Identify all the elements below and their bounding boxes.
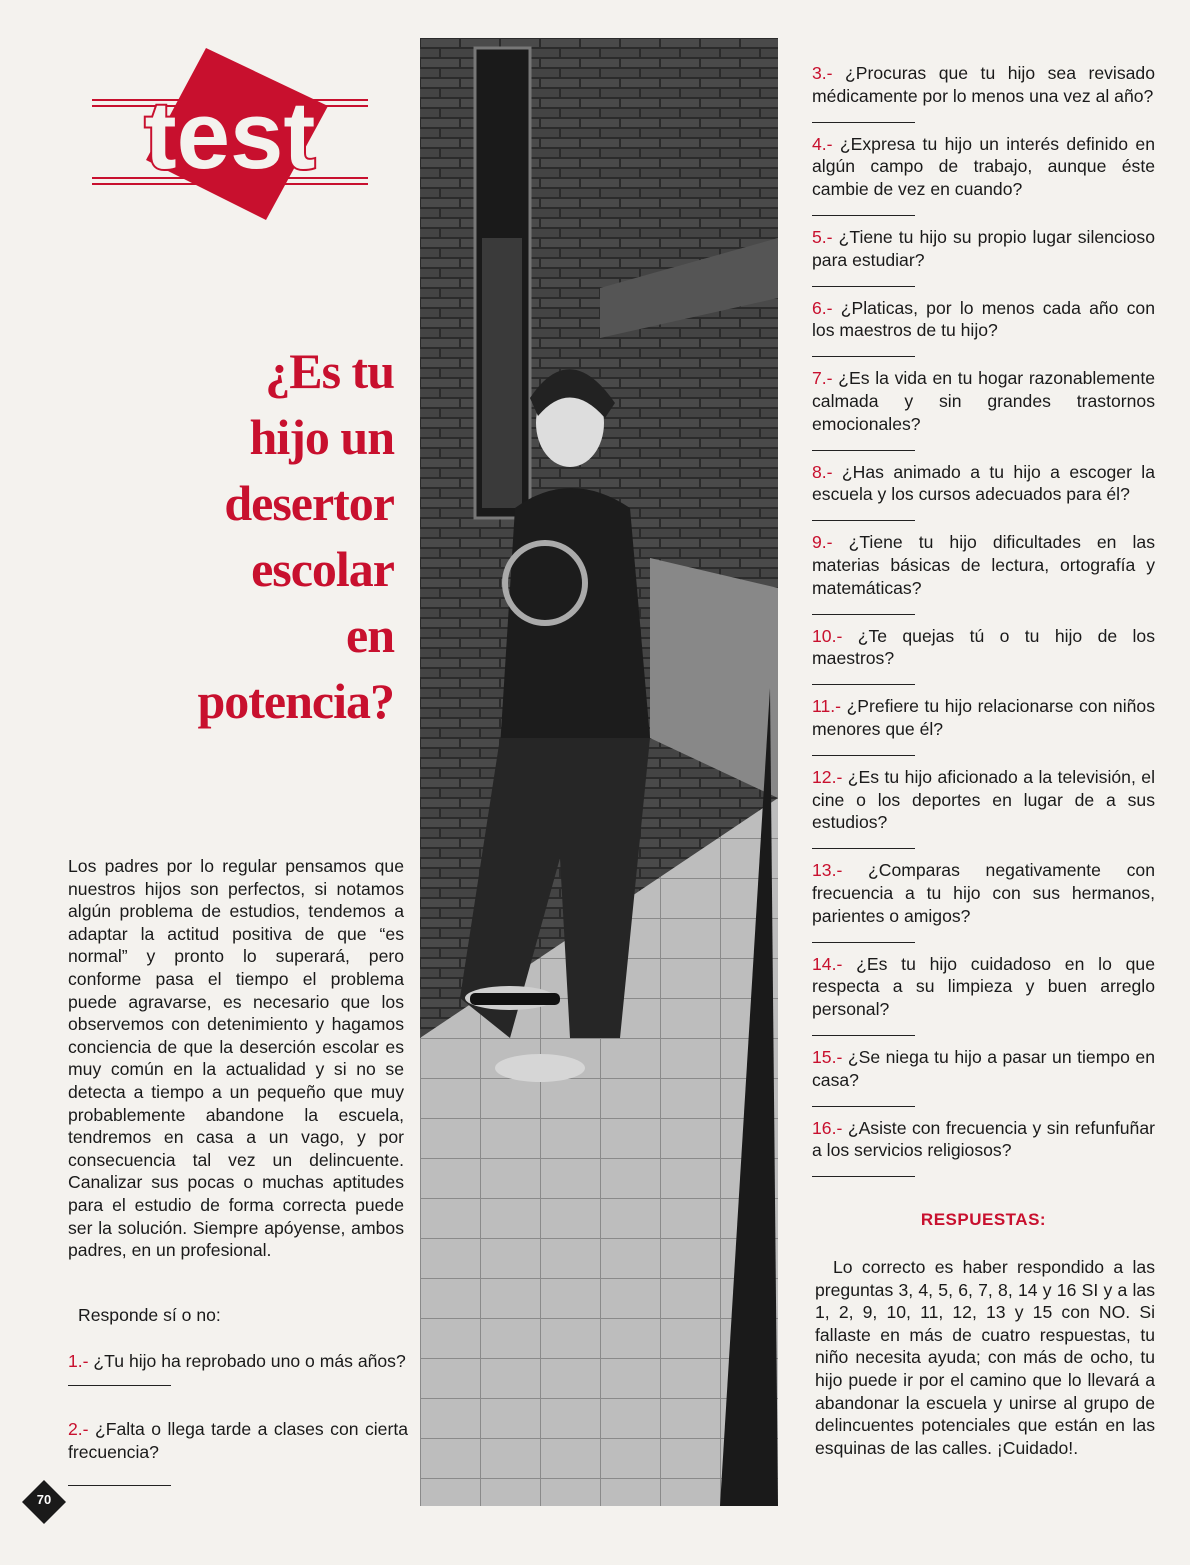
question-4: [812, 133, 1155, 216]
question-8: [812, 461, 1155, 522]
question-15: [812, 1046, 1155, 1107]
question-text: ¿Has animado a tu hijo a escoger la escuela y los cursos adecuados para él?: [812, 461, 1155, 505]
question-text: ¿Se niega tu hijo a pasar un tiempo en casa?: [812, 1046, 1155, 1090]
question-text: ¿Expresa tu hijo un interés definido en algún campo de trabajo, aunque éste cambie de vez en cuando?: [812, 133, 1155, 200]
logo-text: test: [144, 82, 316, 189]
question-number: 14.-: [812, 953, 843, 974]
answer-line: [812, 1023, 915, 1036]
question-text: ¿Es tu hijo cuidadoso en lo que respecta a su limpieza y buen arreglo personal?: [812, 953, 1155, 1020]
answer-line: [812, 110, 915, 123]
question-1: [68, 1350, 408, 1386]
question-number: 7.-: [812, 368, 833, 389]
question-11: [812, 695, 1155, 756]
question-10: [812, 625, 1155, 686]
question-14: [812, 953, 1155, 1036]
question-number: 3.-: [812, 63, 833, 83]
question-13: [812, 859, 1155, 942]
question-2: [68, 1418, 408, 1486]
question-6: [812, 297, 1155, 358]
boy-in-alley-photo: [420, 38, 778, 1506]
question-number: 8.-: [812, 461, 833, 482]
question-3: [812, 62, 1155, 123]
answer-line: [68, 1463, 171, 1486]
question-text: ¿Tiene tu hijo su propio lugar silencioso para estudiar?: [812, 226, 1155, 270]
question-text: ¿Es la vida en tu hogar razonablemente calmada y sin grandes trastornos emocionales?: [812, 368, 1155, 434]
test-logo: [88, 48, 373, 220]
question-7: [812, 367, 1155, 450]
question-text: ¿Te quejas tú o tu hijo de los maestros?: [812, 625, 1155, 669]
question-9: [812, 531, 1155, 614]
question-12: [812, 766, 1155, 849]
question-number: 2.-: [68, 1419, 89, 1439]
answer-line: [812, 274, 915, 287]
question-text: ¿Es tu hijo aficionado a la televisión, el cine o los deportes en lugar de a sus estudios?: [812, 766, 1155, 833]
headline-line: hijo un: [249, 409, 394, 465]
question-text: ¿Falta o llega tarde a clases con cierta frecuencia?: [68, 1419, 408, 1462]
answer-line: [68, 1373, 171, 1386]
question-number: 13.-: [812, 860, 843, 881]
answer-line: [812, 672, 915, 685]
question-number: 12.-: [812, 766, 843, 787]
answer-line: [812, 1094, 915, 1107]
question-number: 1.-: [68, 1351, 89, 1371]
question-16: [812, 1117, 1155, 1178]
answer-line: [812, 602, 915, 615]
question-text: ¿Procuras que tu hijo sea revisado médicamente por lo menos una vez al año?: [812, 63, 1155, 106]
question-text: ¿Comparas negativamente con frecuencia a tu hijo con sus hermanos, parientes o amigos?: [812, 860, 1155, 926]
question-5: [812, 226, 1155, 287]
headline-line: desertor: [224, 475, 394, 531]
headline-line: en: [346, 607, 394, 663]
answers-heading: RESPUESTAS:: [920, 1210, 1047, 1229]
answer-line: [812, 836, 915, 849]
question-number: 9.-: [812, 532, 833, 553]
question-number: 16.-: [812, 1117, 843, 1138]
page-number-badge: [22, 1480, 66, 1524]
headline-line: ¿Es tu: [265, 343, 394, 399]
answer-line: [812, 743, 915, 756]
question-number: 10.-: [812, 625, 843, 646]
headline: [134, 338, 394, 734]
answer-line: [812, 203, 915, 216]
question-number: 6.-: [812, 297, 833, 318]
question-text: ¿Asiste con frecuencia y sin refunfuñar a los servicios religiosos?: [812, 1117, 1155, 1161]
respond-label: Responde sí o no:: [78, 1305, 221, 1325]
answer-line: [812, 508, 915, 521]
answers-text: Lo correcto es haber respondido a las preguntas 3, 4, 5, 6, 7, 8, 14 y 16 SI y a las 1, 2, 9, 10, 11, 12, 13 y 15 con NO. Si fallaste en más de cuatro respuestas, tu niño necesita ayuda; con más de ocho, tu hijo puede ir por el camino que lo llevará a abandonar la escuela y unirse al grupo de delincuentes potenciales que están en las esquinas de las calles. ¡Cuidado!.: [815, 1257, 1155, 1458]
question-number: 4.-: [812, 133, 833, 154]
question-text: ¿Prefiere tu hijo relacionarse con niños menores que él?: [812, 696, 1155, 739]
headline-line: escolar: [251, 541, 394, 597]
intro-paragraph: Los padres por lo regular pensamos que nuestros hijos son perfectos, si notamos algún problema de estudios, tendemos a adaptar la actitud positiva de que “es normal” y pronto lo superará, pero conforme pasa el tiempo el problema puede agravarse, es necesario que los observemos con detenimiento y hagamos conciencia de que la deserción escolar es muy común en la actualidad y si no se detecta a tiempo a un pequeño que muy probablemente abandone la escuela, tendremos en casa a un vago, y por consecuencia tal vez un delincuente. Canalizar sus pocas o muchas aptitudes para el estudio de forma correcta puede ser la solución. Siempre apóyense, ambos padres, en un profesional.: [68, 856, 404, 1261]
question-number: 5.-: [812, 226, 833, 247]
answer-line: [812, 1164, 915, 1177]
question-text: ¿Tiene tu hijo dificultades en las materias básicas de lectura, ortografía y matemáticas?: [812, 532, 1155, 598]
answer-line: [812, 344, 915, 357]
page-number: 70: [36, 1492, 52, 1507]
answer-line: [812, 438, 915, 451]
question-text: ¿Platicas, por lo menos cada año con los maestros de tu hijo?: [812, 297, 1155, 341]
question-text: ¿Tu hijo ha reprobado uno o más años?: [88, 1351, 406, 1371]
question-number: 15.-: [812, 1046, 843, 1067]
questions-column: [812, 62, 1155, 1187]
headline-line: potencia?: [197, 673, 394, 729]
answer-line: [812, 930, 915, 943]
question-number: 11.-: [812, 696, 842, 717]
